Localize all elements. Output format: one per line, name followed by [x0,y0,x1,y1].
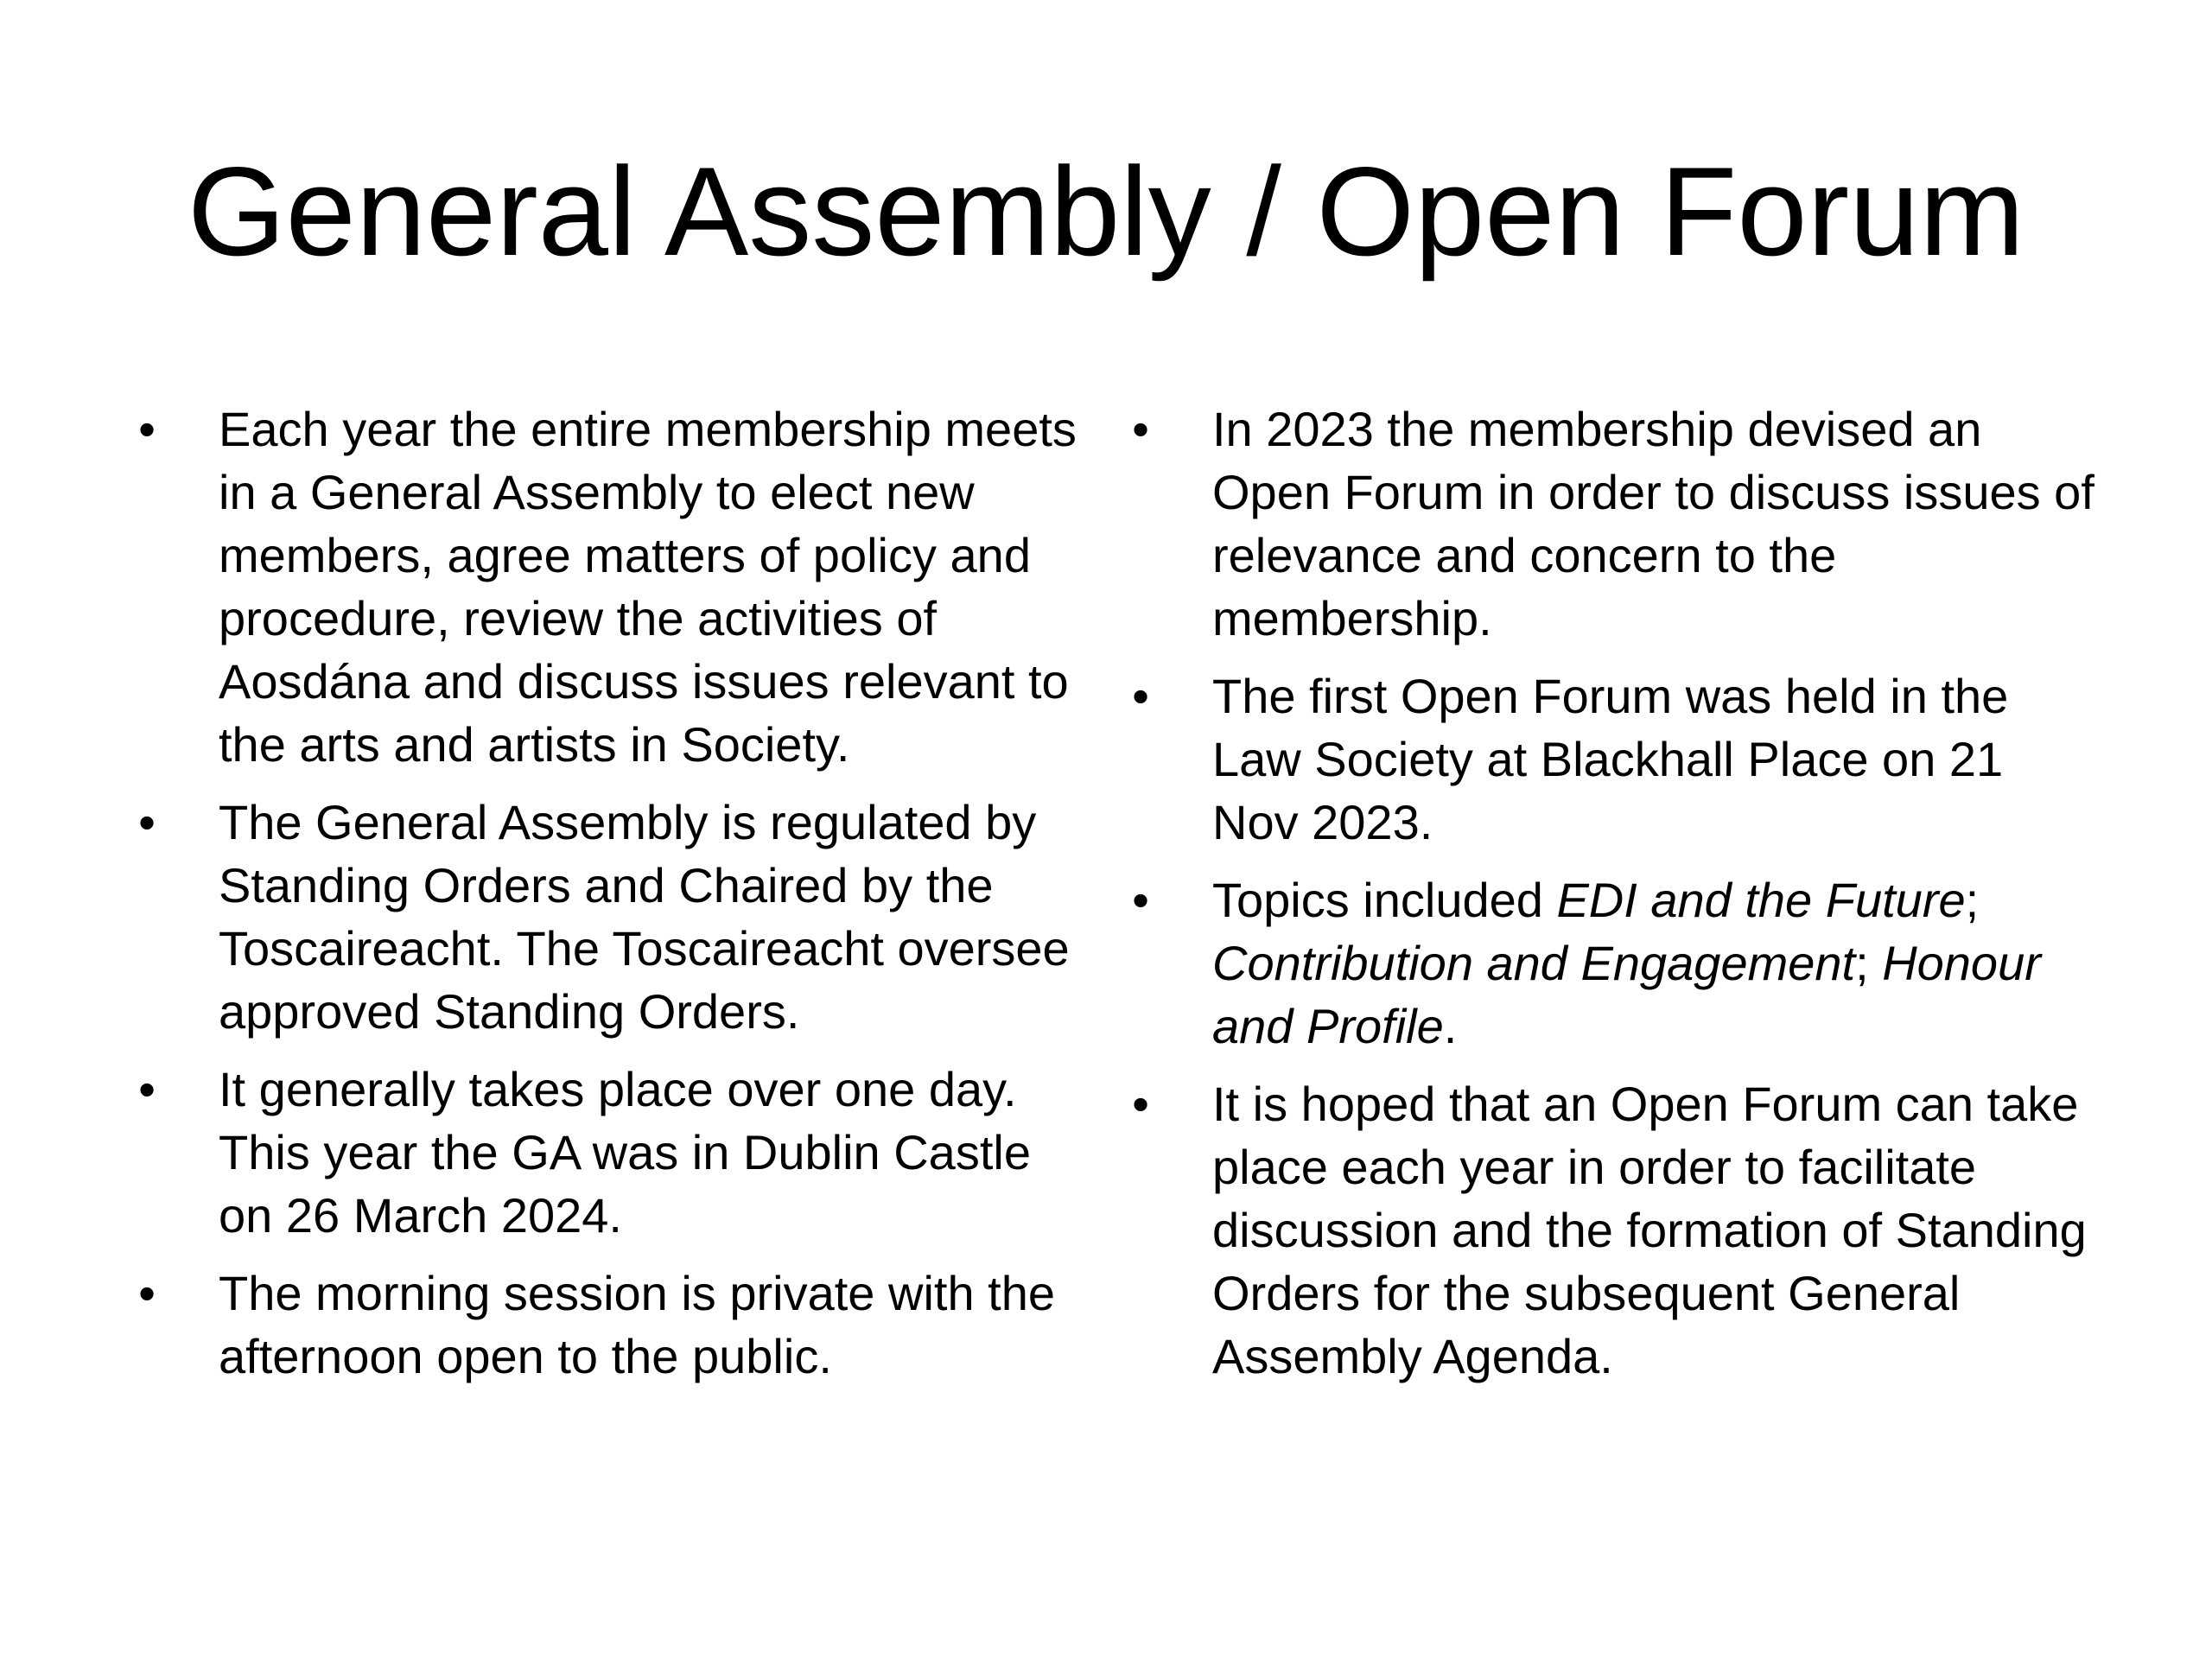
bullet-icon: • [1132,402,1149,456]
list-item [1123,868,2100,1058]
slide-title: General Assembly / Open Forum [188,141,2024,282]
list-item [130,1058,1097,1247]
left-bullet-list [130,397,1097,1402]
bullet-text: The first Open Forum was held in the Law Society at Blackhall Place on 21 Nov 2023. [1212,669,2009,849]
topic-separator: ; [1855,936,1883,990]
list-item [130,1262,1097,1388]
bullet-icon: • [1132,873,1149,927]
bullet-icon: • [1132,1077,1149,1131]
topics-end: . [1443,999,1458,1053]
list-item [1123,664,2100,854]
bullet-text: Each year the entire membership meets in a General Assembly to elect new members, agree matters of policy and procedure, review the activities of Aosdána and discuss issues relevant to the arts and artists in Society. [219,402,1077,772]
bullet-icon: • [1132,669,1149,723]
list-item [130,791,1097,1043]
bullet-icon: • [138,402,156,456]
topic-edi: EDI and the Future [1556,873,1966,927]
topic-honour: Honour and Profile [1212,936,2041,1053]
topic-separator: ; [1965,873,1980,927]
right-bullet-list [1123,397,2100,1402]
list-item [130,397,1097,776]
topic-contribution: Contribution and Engagement [1212,936,1856,990]
bullet-icon: • [138,795,156,849]
bullet-text: The morning session is private with the afternoon open to the public. [219,1266,1055,1383]
bullet-text: It generally takes place over one day. This year the GA was in Dublin Castle on 26 March 2024. [219,1062,1031,1243]
list-item [1123,397,2100,650]
topics-intro: Topics included [1212,873,1557,927]
bullet-icon: • [138,1266,156,1320]
bullet-text-topics [1212,873,2041,1053]
bullet-text: The General Assembly is regulated by Standing Orders and Chaired by the Toscaireacht. The Toscaireacht oversee approved Standing Orders. [219,795,1070,1039]
bullet-icon: • [138,1062,156,1116]
bullet-text: It is hoped that an Open Forum can take place each year in order to facilitate discussion and the formation of Standing Orders for the subsequent General Assembly Agenda. [1212,1077,2087,1383]
bullet-text: In 2023 the membership devised an Open Forum in order to discuss issues of relevance and concern to the membership. [1212,402,2094,645]
list-item [1123,1072,2100,1388]
